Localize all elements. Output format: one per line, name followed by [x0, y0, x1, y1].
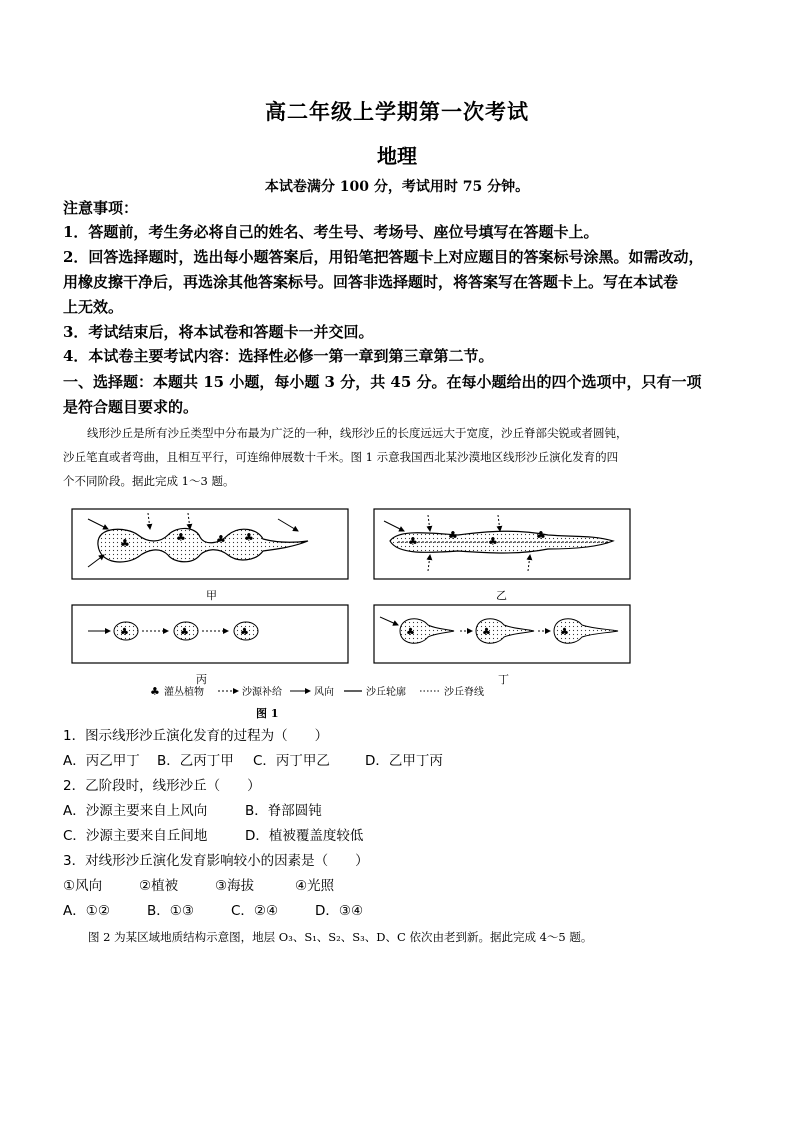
- factor: ④光照: [295, 878, 335, 894]
- exam-title: 高二年级上学期第一次考试: [265, 99, 529, 124]
- legend-shrub: 灌丛植物: [164, 687, 204, 698]
- question-2-options-row1: [63, 799, 743, 823]
- option: A．沙源主要来自上风向: [63, 803, 208, 819]
- panel-ding: [374, 605, 630, 686]
- factor: ①风向: [63, 878, 103, 894]
- svg-text:♣: ♣: [176, 531, 186, 544]
- svg-text:♣: ♣: [482, 627, 491, 638]
- figure-1: [68, 505, 640, 725]
- legend-sand-supply: 沙源补给: [242, 687, 282, 698]
- section-heading-line2: 是符合题目要求的。: [63, 398, 199, 416]
- note-item: 1．答题前，考生务必将自己的姓名、考生号、考场号、座位号填写在答题卡上。: [63, 223, 599, 241]
- section-heading-line1: 一、选择题：本题共 15 小题，每小题 3 分，共 45 分。在每小题给出的四个选项中，只有一项: [63, 373, 702, 391]
- factor: ②植被: [139, 878, 179, 894]
- panel-label: 乙: [496, 589, 507, 602]
- svg-text:♣: ♣: [216, 533, 226, 546]
- intro-paragraph-2: 图 2 为某区域地质结构示意图，地层 O₃、S₁、S₂、S₃、D、C 依次由老到新。据此完成 4～5 题。: [88, 930, 593, 944]
- svg-text:♣: ♣: [120, 627, 129, 638]
- svg-text:♣: ♣: [448, 529, 458, 542]
- svg-text:♣: ♣: [408, 535, 418, 548]
- note-item: 3．考试结束后，将本试卷和答题卡一并交回。: [63, 323, 374, 341]
- option: D．③④: [315, 903, 364, 919]
- note-item: 上无效。: [63, 298, 124, 316]
- panel-bing: [72, 605, 348, 686]
- figure-caption: 图 1: [256, 707, 279, 720]
- option: C．②④: [231, 903, 279, 919]
- question-2-options-row2: [63, 824, 743, 848]
- svg-text:♣: ♣: [560, 627, 569, 638]
- option: A．①②: [63, 903, 110, 919]
- legend-wind: 风向: [314, 687, 334, 698]
- svg-text:♣: ♣: [488, 535, 498, 548]
- svg-text:♣: ♣: [244, 531, 254, 544]
- note-item: 4．本试卷主要考试内容：选择性必修一第一章到第三章第二节。: [63, 347, 494, 365]
- svg-text:♣: ♣: [120, 537, 130, 550]
- intro-paragraph-line2: 沙丘笔直或者弯曲，且相互平行，可连绵伸展数十千米。图 1 示意我国西北某沙漠地区线形沙丘演化发育的四: [63, 450, 619, 464]
- panel-yi: [374, 509, 630, 602]
- panel-label: 丙: [196, 673, 207, 686]
- subject-title: 地理: [377, 144, 417, 168]
- panel-label: 丁: [498, 673, 509, 686]
- svg-text:♣: ♣: [240, 627, 249, 638]
- option: D．植被覆盖度较低: [245, 828, 364, 844]
- option: B．脊部圆钝: [245, 803, 322, 819]
- intro-paragraph-line3: 个不同阶段。据此完成 1～3 题。: [63, 474, 235, 488]
- legend-outline: 沙丘轮廓: [366, 687, 406, 698]
- panel-label: 甲: [206, 589, 217, 602]
- svg-text:♣: ♣: [180, 627, 189, 638]
- svg-text:♣: ♣: [406, 627, 415, 638]
- option: B．乙丙丁甲: [157, 753, 234, 769]
- factor: ③海拔: [215, 878, 255, 894]
- option: D．乙甲丁丙: [365, 753, 443, 769]
- legend-ridge: 沙丘脊线: [444, 687, 484, 698]
- svg-text:♣: ♣: [150, 685, 160, 698]
- option: C．沙源主要来自丘间地: [63, 828, 208, 844]
- question-1-stem: 1．图示线形沙丘演化发育的过程为（ ）: [63, 728, 329, 744]
- note-item: 2．回答选择题时，选出每小题答案后，用铅笔把答题卡上对应题目的答案标号涂黑。如需改动，: [63, 248, 704, 266]
- option: B．①③: [147, 903, 194, 919]
- question-2-stem: 2．乙阶段时，线形沙丘（ ）: [63, 778, 261, 794]
- question-3-stem: 3．对线形沙丘演化发育影响较小的因素是（ ）: [63, 853, 369, 869]
- note-item: 用橡皮擦干净后，再选涂其他答案标号。回答非选择题时，将答案写在答题卡上。写在本试卷: [63, 273, 679, 291]
- score-line: 本试卷满分 100 分，考试用时 75 分钟。: [264, 179, 530, 195]
- figure-legend: [150, 685, 484, 698]
- question-3-options: [63, 899, 743, 923]
- option: A．丙乙甲丁: [63, 753, 140, 769]
- intro-paragraph-line1: 线形沙丘是所有沙丘类型中分布最为广泛的一种，线形沙丘的长度远远大于宽度，沙丘脊部尖锐或者圆钝，: [87, 426, 628, 440]
- option: C．丙丁甲乙: [253, 753, 330, 769]
- question-1-options: [63, 749, 743, 773]
- notes-heading: 注意事项：: [63, 199, 139, 217]
- question-3-factors: [63, 874, 743, 898]
- svg-text:♣: ♣: [536, 529, 546, 542]
- panel-jia: [72, 509, 348, 602]
